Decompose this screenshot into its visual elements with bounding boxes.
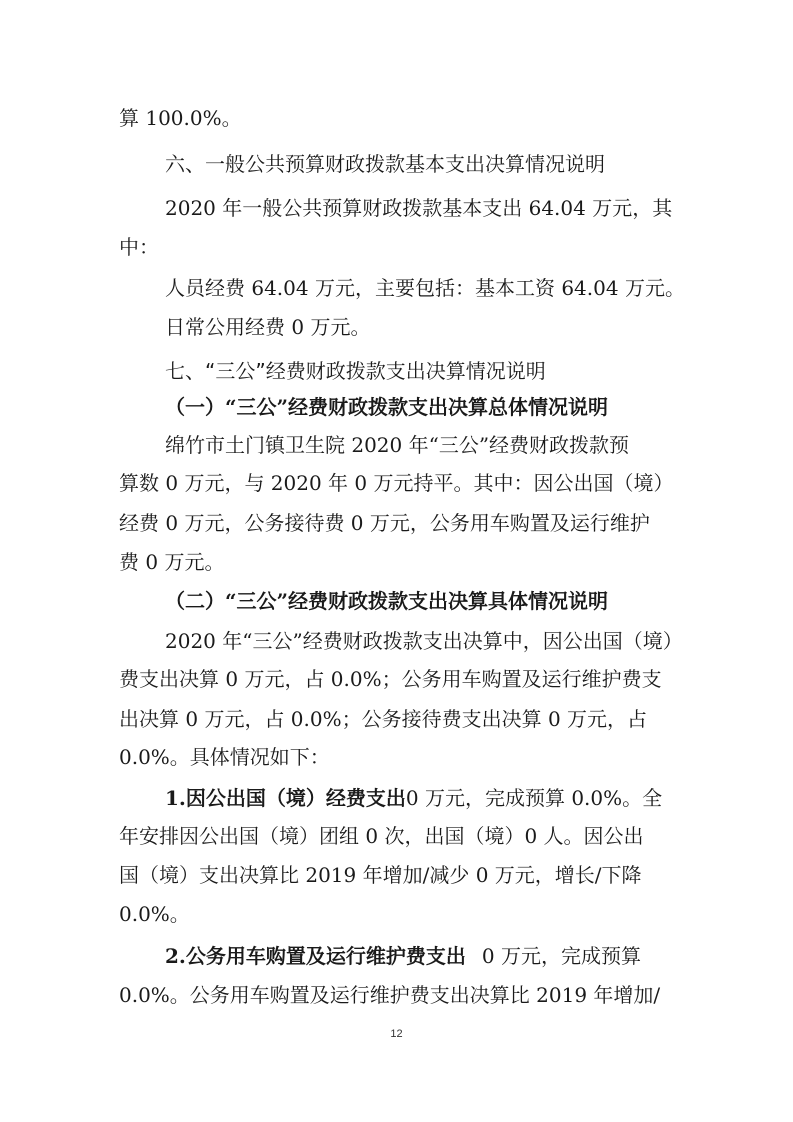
section-heading: 六、一般公共预算财政拨款基本支出决算情况说明 [165, 152, 605, 176]
text-line: 中： [119, 235, 159, 259]
item-1-text: 0 万元，完成预算 0.0%。全 [405, 786, 663, 810]
section-heading: 七、“三公”经费财政拨款支出决算情况说明 [165, 359, 546, 383]
text-line: 0.0%。 [119, 902, 190, 926]
text-line: 2020 年一般公共预算财政拨款基本支出 64.04 万元，其 [165, 196, 673, 220]
page-number: 12 [390, 1028, 403, 1040]
text-line: 年安排因公出国（境）团组 0 次，出国（境）0 人。因公出 [119, 824, 644, 848]
text-line: 经费 0 万元，公务接待费 0 万元，公务用车购置及运行维护 [119, 511, 650, 535]
text-line: 绵竹市土门镇卫生院 2020 年“三公”经费财政拨款预 [165, 433, 630, 457]
text-line: 算 100.0%。 [119, 106, 242, 130]
item-2-label: 2.公务用车购置及运行维护费支出 [165, 944, 466, 968]
text-line: 费支出决算 0 万元，占 0.0%；公务用车购置及运行维护费支 [119, 667, 662, 691]
subsection-heading: （一）“三公”经费财政拨款支出决算总体情况说明 [165, 395, 609, 419]
item-1-label: 1.因公出国（境）经费支出 [165, 786, 406, 810]
text-line: 2020 年“三公”经费财政拨款支出决算中，因公出国（境） [165, 629, 683, 653]
item-2-text: 0 万元，完成预算 [481, 944, 641, 968]
subsection-heading: （二）“三公”经费财政拨款支出决算具体情况说明 [165, 589, 609, 613]
text-line: 出决算 0 万元，占 0.0%；公务接待费支出决算 0 万元，占 [119, 707, 648, 731]
item-2-line [165, 942, 725, 970]
text-line: 费 0 万元。 [119, 550, 225, 574]
item-1-line [165, 784, 725, 812]
text-line: 人员经费 64.04 万元，主要包括：基本工资 64.04 万元。 [165, 276, 685, 300]
text-line: 0.0%。公务用车购置及运行维护费支出决算比 2019 年增加/ [119, 983, 661, 1007]
text-line: 0.0%。具体情况如下： [119, 745, 330, 769]
text-line: 日常公用经费 0 万元。 [165, 315, 371, 339]
text-line: 国（境）支出决算比 2019 年增加/减少 0 万元，增长/下降 [119, 863, 642, 887]
text-line: 算数 0 万元，与 2020 年 0 万元持平。其中：因公出国（境） [119, 471, 674, 495]
